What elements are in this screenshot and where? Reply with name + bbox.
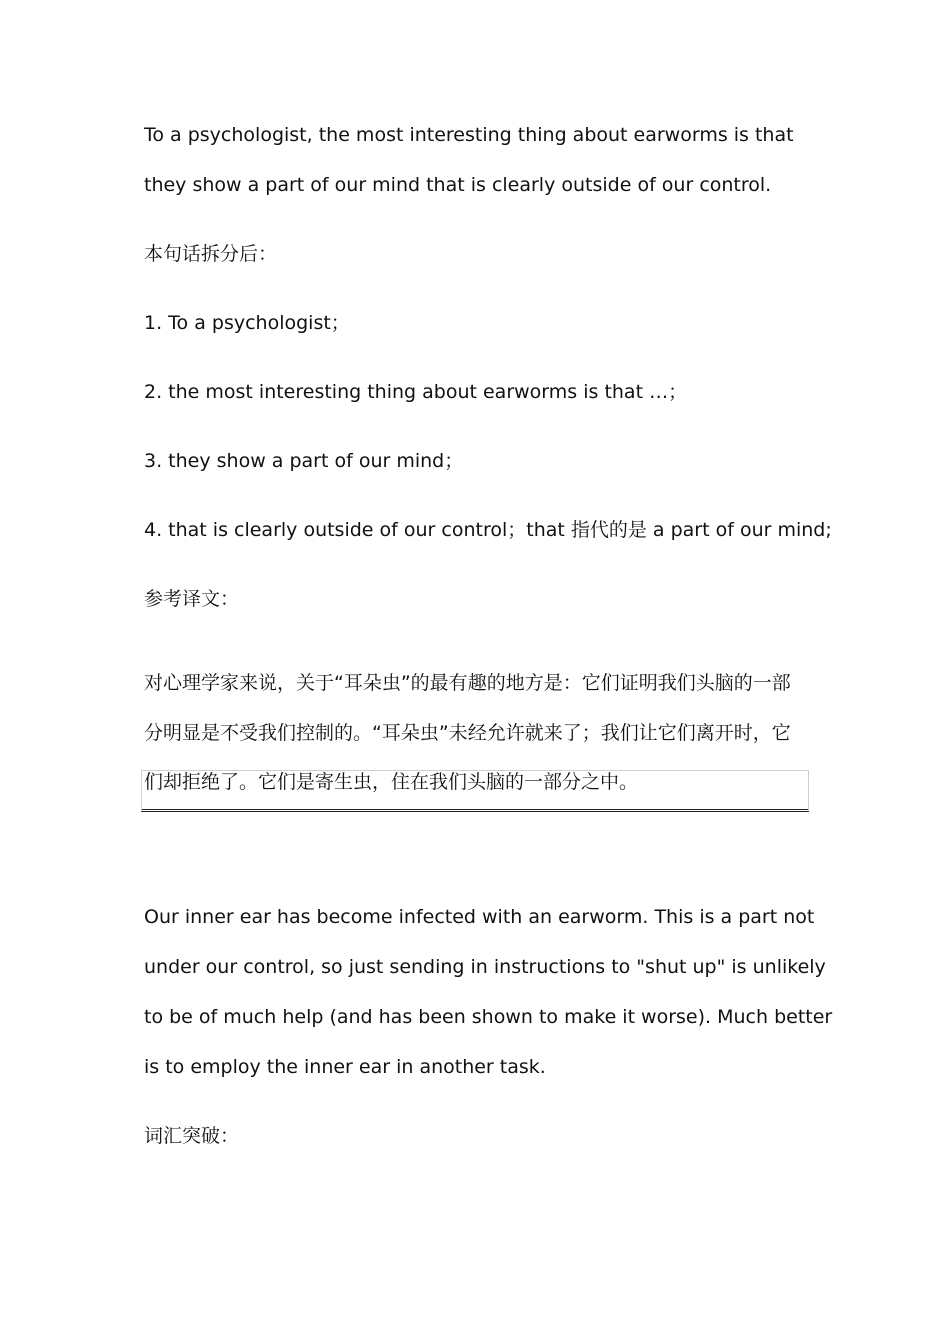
paragraph2-line1: Our inner ear has become infected with an earworm. This is a part not [144, 906, 815, 928]
translation-line1: 对心理学家来说，关于“耳朵虫”的最有趣的地方是：它们证明我们头脑的一部 [144, 672, 791, 694]
paragraph1-line2: they show a part of our mind that is clearly outside of our control. [144, 174, 772, 196]
breakdown-heading: 本句话拆分后： [144, 243, 278, 265]
translation-heading: 参考译文： [144, 588, 240, 610]
paragraph2-line2: under our control, so just sending in instructions to "shut up" is unlikely [144, 956, 826, 978]
breakdown-item-3: 3. they show a part of our mind； [144, 450, 464, 472]
paragraph2-line4: is to employ the inner ear in another task. [144, 1056, 546, 1078]
translation-line2: 分明显是不受我们控制的。“耳朵虫”未经允许就来了；我们让它们离开时，它 [144, 722, 791, 744]
breakdown-item-2: 2. the most interesting thing about earworms is that …； [144, 381, 688, 403]
breakdown-item-4: 4. that is clearly outside of our control；that 指代的是 a part of our mind; [144, 519, 832, 541]
paragraph2-line3: to be of much help (and has been shown to make it worse). Much better [144, 1006, 833, 1028]
vocabulary-heading: 词汇突破： [144, 1125, 240, 1147]
breakdown-item-1: 1. To a psychologist； [144, 312, 350, 334]
translation-line3: 们却拒绝了。它们是寄生虫，住在我们头脑的一部分之中。 [144, 771, 639, 793]
paragraph1-line1: To a psychologist, the most interesting thing about earworms is that [144, 124, 794, 146]
